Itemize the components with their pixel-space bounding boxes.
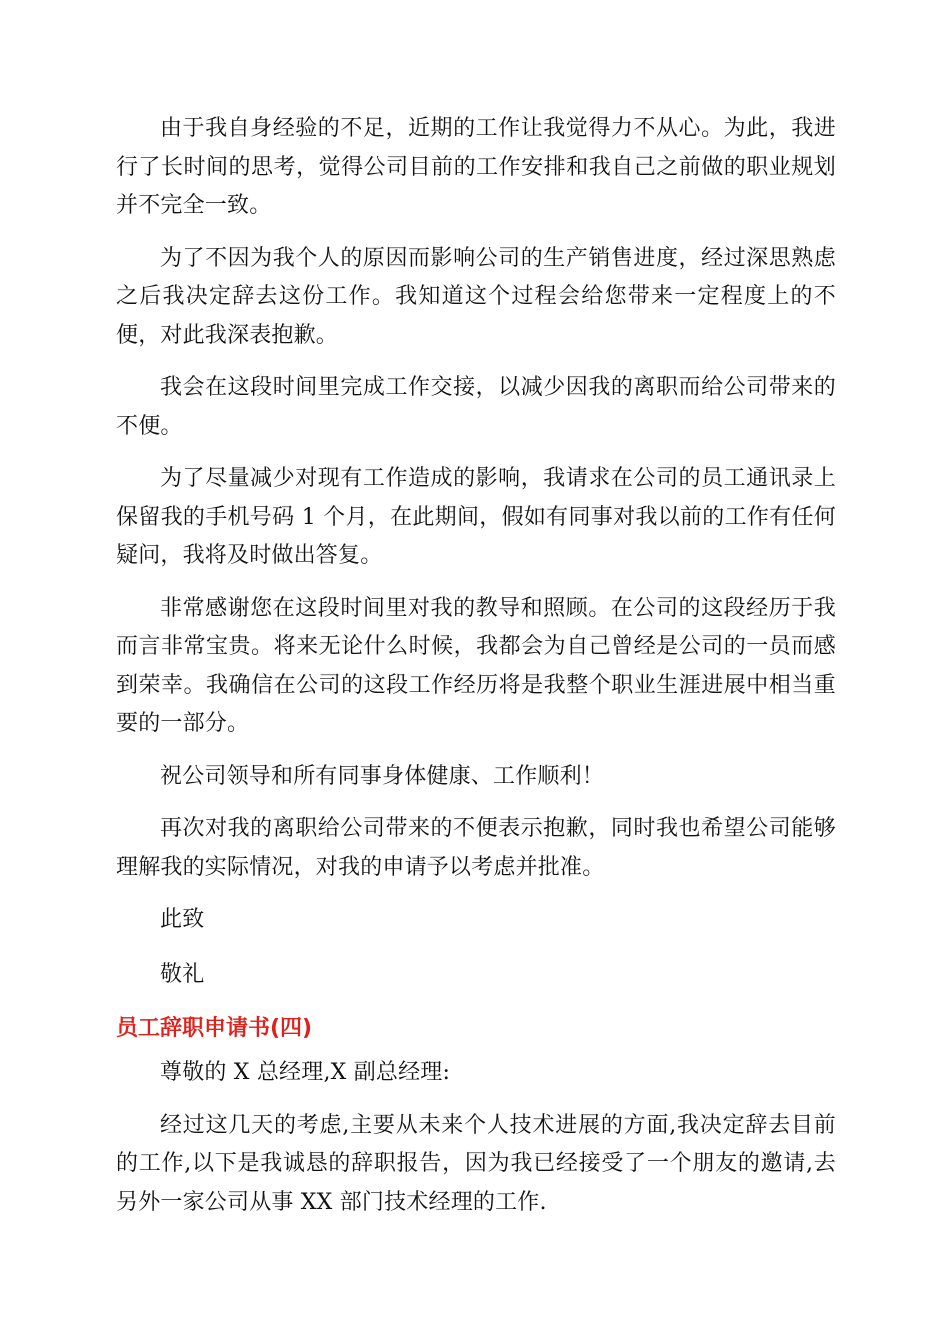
paragraph-handover: 我会在这段时间里完成工作交接，以减少因我的离职而给公司带来的不便。 <box>116 375 836 439</box>
paragraph-apology: 再次对我的离职给公司带来的不便表示抱歉，同时我也希望公司能够理解我的实际情况，对我的申请予以考虑并批准。 <box>116 816 836 880</box>
document-body <box>116 110 836 1236</box>
salutation: 尊敬的 X 总经理,X 副总经理: <box>160 1060 451 1085</box>
paragraph-reason: 经过这几天的考虑,主要从未来个人技术进展的方面,我决定辞去目前的工作,以下是我诚恳的辞职报告，因为我已经接受了一个朋友的邀请,去另外一家公司从事 XX 部门技术经理的工作. <box>116 1112 836 1215</box>
paragraph-phone-number: 为了尽量减少对现有工作造成的影响，我请求在公司的员工通讯录上保留我的手机号码 1 个月，在此期间，假如有同事对我以前的工作有任何疑问，我将及时做出答复。 <box>116 466 836 568</box>
closing-cizhi: 此致 <box>160 907 205 932</box>
section-heading: 员工辞职申请书(四) <box>116 1016 313 1041</box>
closing-jingli: 敬礼 <box>160 961 205 987</box>
paragraph-decision: 为了不因为我个人的原因而影响公司的生产销售进度，经过深思熟虑之后我决定辞去这份工作。我知道这个过程会给您带来一定程度上的不便，对此我深表抱歉。 <box>116 245 836 348</box>
paragraph-experience: 由于我自身经验的不足，近期的工作让我觉得力不从心。为此，我进行了长时间的思考，觉得公司目前的工作安排和我自己之前做的职业规划并不完全一致。 <box>116 116 836 218</box>
paragraph-gratitude: 非常感谢您在这段时间里对我的教导和照顾。在公司的这段经历于我而言非常宝贵。将来无论什么时候，我都会为自己曾经是公司的一员而感到荣幸。我确信在公司的这段工作经历将是我整个职业生涯进展中相当重要的一部分。 <box>116 595 836 736</box>
paragraph-wishes: 祝公司领导和所有同事身体健康、工作顺利！ <box>160 763 605 789</box>
